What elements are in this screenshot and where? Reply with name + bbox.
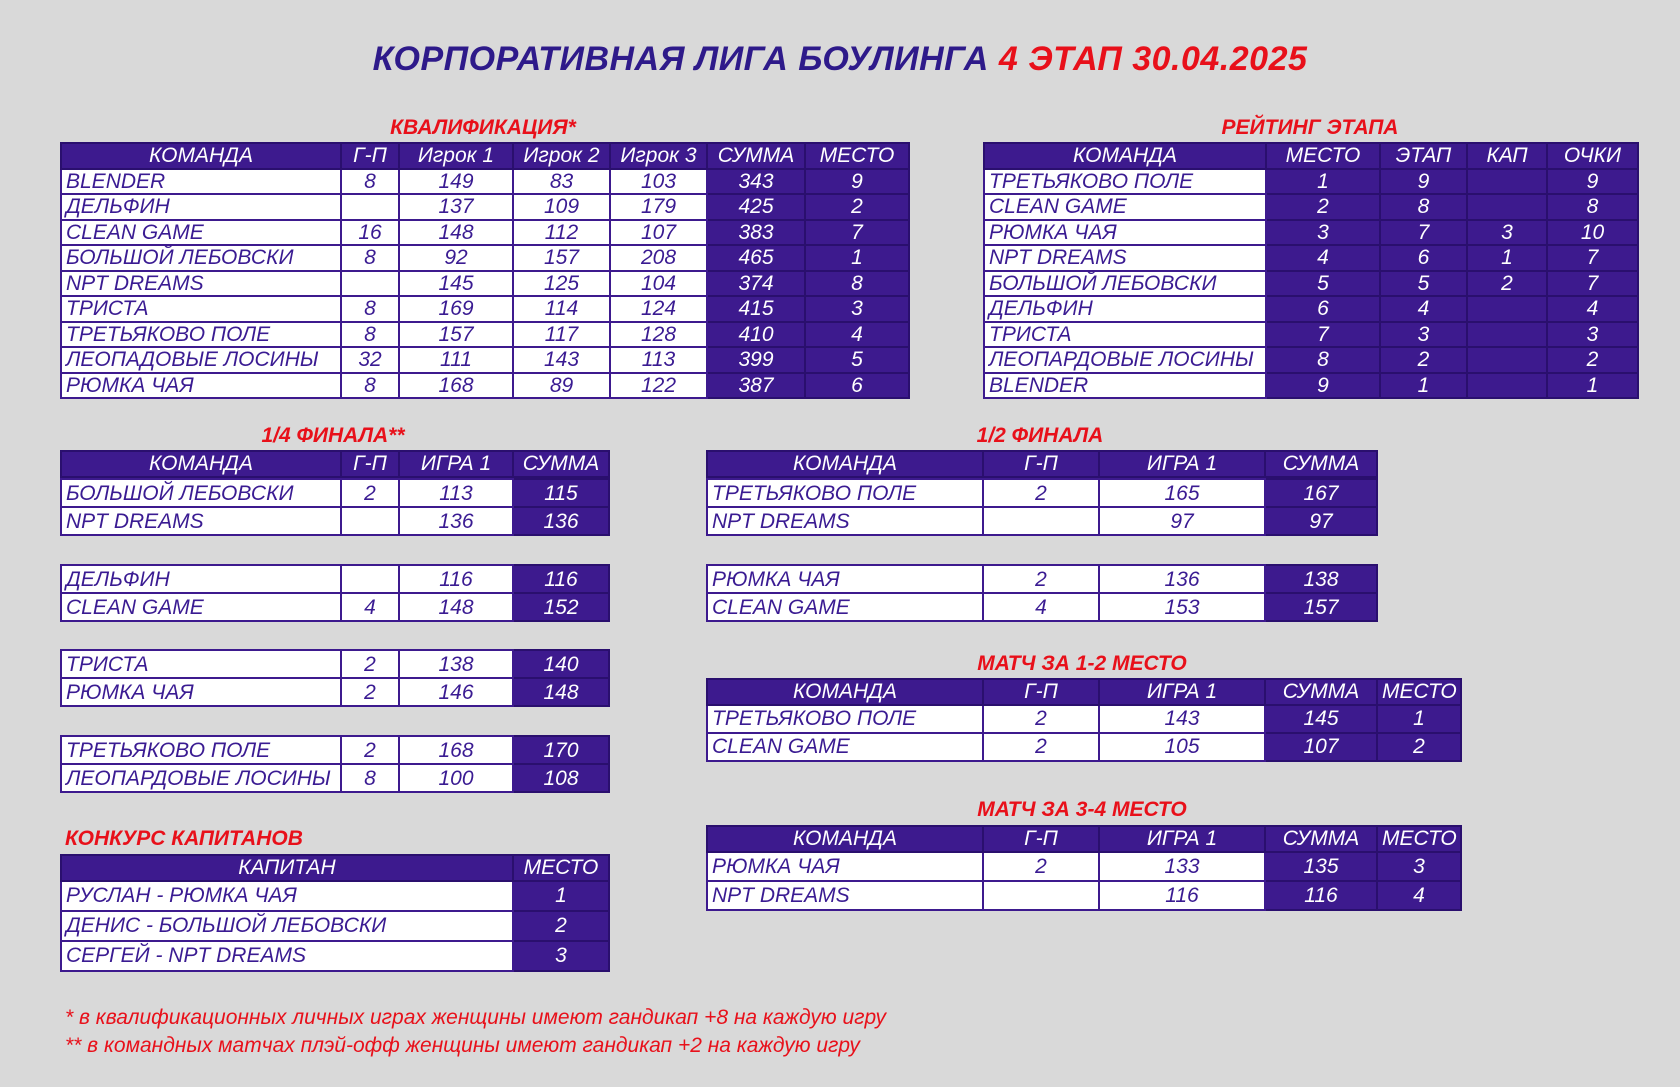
value-cell: 83 <box>513 169 610 195</box>
table-row <box>61 194 909 220</box>
value-cell: 108 <box>513 764 609 792</box>
table-row <box>61 593 609 621</box>
value-cell <box>1467 296 1547 322</box>
col-header: Игрок 3 <box>610 143 707 169</box>
table-row <box>707 881 1461 910</box>
value-cell: 136 <box>513 507 609 535</box>
value-cell: 7 <box>1266 322 1380 348</box>
col-header: СУММА <box>707 143 805 169</box>
table-row <box>984 169 1638 195</box>
value-cell: 9 <box>1266 373 1380 399</box>
value-cell: 1 <box>513 881 609 911</box>
col-header: ИГРА 1 <box>1099 451 1265 477</box>
value-cell: 2 <box>1377 733 1461 761</box>
value-cell: 2 <box>1266 194 1380 220</box>
value-cell: 4 <box>1266 245 1380 271</box>
table-row <box>707 733 1461 761</box>
value-cell: 7 <box>1547 271 1638 297</box>
value-cell: 5 <box>805 347 909 373</box>
col-header: СУММА <box>1265 679 1377 705</box>
table-row <box>984 296 1638 322</box>
value-cell <box>341 194 399 220</box>
value-cell: 9 <box>1380 169 1467 195</box>
value-cell <box>341 565 399 593</box>
value-cell: 92 <box>399 245 513 271</box>
team-name-cell: ТРИСТА <box>984 322 1266 348</box>
rating-title: РЕЙТИНГ ЭТАПА <box>1221 116 1399 139</box>
col-header: КОМАНДА <box>707 451 983 477</box>
value-cell: 3 <box>805 296 909 322</box>
value-cell: 2 <box>983 852 1099 881</box>
col-header: СУММА <box>513 451 609 477</box>
team-name-cell: СЕРГЕЙ - NPT DREAMS <box>61 941 513 971</box>
value-cell: 113 <box>399 479 513 507</box>
col-header: КОМАНДА <box>707 679 983 705</box>
value-cell: 2 <box>983 565 1099 593</box>
value-cell: 157 <box>513 245 610 271</box>
value-cell: 2 <box>1380 347 1467 373</box>
value-cell: 399 <box>707 347 805 373</box>
value-cell: 3 <box>1467 220 1547 246</box>
semifinal-match-2 <box>706 564 1378 622</box>
quarterfinal-match-1 <box>60 478 610 536</box>
value-cell: 374 <box>707 271 805 297</box>
table-row <box>984 271 1638 297</box>
value-cell: 137 <box>399 194 513 220</box>
value-cell: 170 <box>513 736 609 764</box>
team-name-cell: РЮМКА ЧАЯ <box>61 373 341 399</box>
value-cell: 8 <box>1547 194 1638 220</box>
value-cell: 97 <box>1265 507 1377 535</box>
value-cell: 97 <box>1099 507 1265 535</box>
value-cell: 117 <box>513 322 610 348</box>
value-cell: 383 <box>707 220 805 246</box>
col-header: СУММА <box>1265 826 1377 852</box>
captains-table <box>60 854 610 972</box>
final12-header-row <box>707 679 1461 705</box>
value-cell: 4 <box>1380 296 1467 322</box>
value-cell <box>1467 194 1547 220</box>
value-cell: 100 <box>399 764 513 792</box>
value-cell: 107 <box>1265 733 1377 761</box>
value-cell: 116 <box>513 565 609 593</box>
value-cell: 8 <box>1380 194 1467 220</box>
col-header: МЕСТО <box>805 143 909 169</box>
value-cell: 208 <box>610 245 707 271</box>
team-name-cell: CLEAN GAME <box>707 733 983 761</box>
value-cell: 115 <box>513 479 609 507</box>
value-cell: 8 <box>341 245 399 271</box>
rating-body <box>984 169 1638 399</box>
value-cell: 143 <box>1099 705 1265 733</box>
page-title: КОРПОРАТИВНАЯ ЛИГА БОУЛИНГА 4 ЭТАП 30.04.2025 <box>372 40 1308 78</box>
col-header: ОЧКИ <box>1547 143 1638 169</box>
col-header: ЭТАП <box>1380 143 1467 169</box>
qualification-body <box>61 169 909 399</box>
value-cell: 146 <box>399 678 513 706</box>
table-row <box>984 373 1638 399</box>
table-row <box>984 194 1638 220</box>
final12-body <box>707 705 1461 761</box>
col-header: МЕСТО <box>1377 679 1461 705</box>
team-name-cell: ТРИСТА <box>61 650 341 678</box>
value-cell: 2 <box>983 733 1099 761</box>
team-name-cell: NPT DREAMS <box>984 245 1266 271</box>
table-row <box>707 852 1461 881</box>
value-cell: 4 <box>341 593 399 621</box>
col-header: МЕСТО <box>1266 143 1380 169</box>
value-cell: 167 <box>1265 479 1377 507</box>
team-name-cell: ТРЕТЬЯКОВО ПОЛЕ <box>707 479 983 507</box>
col-header: ИГРА 1 <box>1099 679 1265 705</box>
value-cell: 1 <box>805 245 909 271</box>
team-name-cell: BLENDER <box>61 169 341 195</box>
value-cell: 9 <box>805 169 909 195</box>
value-cell: 5 <box>1266 271 1380 297</box>
table-row <box>61 764 609 792</box>
team-name-cell: NPT DREAMS <box>61 507 341 535</box>
table-row <box>707 479 1377 507</box>
table-row <box>61 565 609 593</box>
semifinal-title: 1/2 ФИНАЛА <box>976 424 1104 447</box>
qualification-title: КВАЛИФИКАЦИЯ* <box>390 116 576 139</box>
value-cell: 103 <box>610 169 707 195</box>
value-cell: 116 <box>1265 881 1377 910</box>
value-cell: 6 <box>1266 296 1380 322</box>
col-header: МЕСТО <box>1377 826 1461 852</box>
quarterfinal-title: 1/4 ФИНАЛА** <box>261 424 405 447</box>
value-cell: 89 <box>513 373 610 399</box>
team-name-cell: NPT DREAMS <box>61 271 341 297</box>
value-cell: 104 <box>610 271 707 297</box>
value-cell: 8 <box>341 296 399 322</box>
value-cell: 138 <box>1265 565 1377 593</box>
value-cell: 179 <box>610 194 707 220</box>
team-name-cell: ДЕЛЬФИН <box>984 296 1266 322</box>
value-cell: 136 <box>1099 565 1265 593</box>
team-name-cell: БОЛЬШОЙ ЛЕБОВСКИ <box>61 245 341 271</box>
col-header: МЕСТО <box>513 855 609 881</box>
value-cell: 2 <box>341 736 399 764</box>
table-row <box>61 650 609 678</box>
value-cell: 3 <box>1377 852 1461 881</box>
value-cell: 1 <box>1467 245 1547 271</box>
value-cell: 149 <box>399 169 513 195</box>
team-name-cell: ТРЕТЬЯКОВО ПОЛЕ <box>984 169 1266 195</box>
team-name-cell: ДЕЛЬФИН <box>61 565 341 593</box>
value-cell: 107 <box>610 220 707 246</box>
col-header: КАПИТАН <box>61 855 513 881</box>
value-cell: 2 <box>341 650 399 678</box>
team-name-cell: ЛЕОПАРДОВЫЕ ЛОСИНЫ <box>984 347 1266 373</box>
team-name-cell: ТРИСТА <box>61 296 341 322</box>
table-row <box>61 736 609 764</box>
col-header: Г-П <box>983 826 1099 852</box>
value-cell: 165 <box>1099 479 1265 507</box>
quarterfinal-match-4 <box>60 735 610 793</box>
table-row <box>707 507 1377 535</box>
value-cell: 4 <box>983 593 1099 621</box>
table-row <box>61 881 609 911</box>
captains-body <box>61 881 609 971</box>
table-row <box>61 507 609 535</box>
value-cell <box>983 881 1099 910</box>
value-cell: 8 <box>341 322 399 348</box>
value-cell: 2 <box>1467 271 1547 297</box>
team-name-cell: ДЕЛЬФИН <box>61 194 341 220</box>
final12-table <box>706 678 1462 762</box>
team-name-cell: BLENDER <box>984 373 1266 399</box>
value-cell: 3 <box>1380 322 1467 348</box>
rating-header-row <box>984 143 1638 169</box>
value-cell: 8 <box>341 764 399 792</box>
table-row <box>61 373 909 399</box>
value-cell: 153 <box>1099 593 1265 621</box>
team-name-cell: РУСЛАН - РЮМКА ЧАЯ <box>61 881 513 911</box>
value-cell <box>983 507 1099 535</box>
qualification-header-row <box>61 143 909 169</box>
final34-body <box>707 852 1461 910</box>
value-cell: 109 <box>513 194 610 220</box>
value-cell <box>341 271 399 297</box>
value-cell: 7 <box>1380 220 1467 246</box>
table-row <box>984 322 1638 348</box>
col-header: Игрок 1 <box>399 143 513 169</box>
value-cell: 16 <box>341 220 399 246</box>
team-name-cell: NPT DREAMS <box>707 507 983 535</box>
value-cell: 122 <box>610 373 707 399</box>
value-cell: 7 <box>805 220 909 246</box>
value-cell: 5 <box>1380 271 1467 297</box>
table-row <box>707 593 1377 621</box>
value-cell: 465 <box>707 245 805 271</box>
table-row <box>61 245 909 271</box>
value-cell: 133 <box>1099 852 1265 881</box>
value-cell: 2 <box>805 194 909 220</box>
col-header: КОМАНДА <box>984 143 1266 169</box>
value-cell: 113 <box>610 347 707 373</box>
value-cell: 114 <box>513 296 610 322</box>
value-cell: 157 <box>1265 593 1377 621</box>
value-cell <box>1467 322 1547 348</box>
value-cell: 148 <box>399 593 513 621</box>
value-cell: 343 <box>707 169 805 195</box>
value-cell: 148 <box>399 220 513 246</box>
table-row <box>707 565 1377 593</box>
value-cell: 8 <box>341 169 399 195</box>
final12-title: МАТЧ ЗА 1-2 МЕСТО <box>977 652 1187 675</box>
value-cell: 8 <box>805 271 909 297</box>
footnote-2: ** в командных матчах плэй-офф женщины имеют гандикап +2 на каждую игру <box>65 1034 860 1057</box>
team-name-cell: CLEAN GAME <box>61 593 341 621</box>
value-cell: 2 <box>513 911 609 941</box>
value-cell: 116 <box>1099 881 1265 910</box>
value-cell: 425 <box>707 194 805 220</box>
value-cell: 7 <box>1547 245 1638 271</box>
team-name-cell: РЮМКА ЧАЯ <box>984 220 1266 246</box>
value-cell: 105 <box>1099 733 1265 761</box>
team-name-cell: CLEAN GAME <box>707 593 983 621</box>
quarterfinal-match-3 <box>60 649 610 707</box>
table-row <box>984 347 1638 373</box>
footnote-1: * в квалификационных личных играх женщины имеют гандикап +8 на каждую игру <box>65 1006 886 1029</box>
team-name-cell: CLEAN GAME <box>61 220 341 246</box>
qualification-table <box>60 142 910 399</box>
value-cell: 6 <box>805 373 909 399</box>
value-cell: 3 <box>1547 322 1638 348</box>
captains-header-row <box>61 855 609 881</box>
col-header: ИГРА 1 <box>1099 826 1265 852</box>
table-row <box>984 220 1638 246</box>
quarterfinal-header-row <box>61 451 609 477</box>
value-cell: 1 <box>1266 169 1380 195</box>
team-name-cell: ТРЕТЬЯКОВО ПОЛЕ <box>61 322 341 348</box>
value-cell <box>341 507 399 535</box>
table-row <box>61 322 909 348</box>
team-name-cell: ЛЕОПАДОВЫЕ ЛОСИНЫ <box>61 347 341 373</box>
team-name-cell: РЮМКА ЧАЯ <box>707 565 983 593</box>
table-row <box>707 705 1461 733</box>
col-header: Игрок 2 <box>513 143 610 169</box>
value-cell: 145 <box>399 271 513 297</box>
value-cell: 116 <box>399 565 513 593</box>
team-name-cell: CLEAN GAME <box>984 194 1266 220</box>
col-header: КОМАНДА <box>707 826 983 852</box>
value-cell: 112 <box>513 220 610 246</box>
quarterfinal-match-2 <box>60 564 610 622</box>
table-row <box>61 678 609 706</box>
col-header: СУММА <box>1265 451 1377 477</box>
col-header: КОМАНДА <box>61 451 341 477</box>
value-cell: 168 <box>399 736 513 764</box>
table-row <box>61 347 909 373</box>
value-cell: 168 <box>399 373 513 399</box>
value-cell: 1 <box>1380 373 1467 399</box>
team-name-cell: ДЕНИС - БОЛЬШОЙ ЛЕБОВСКИ <box>61 911 513 941</box>
value-cell: 148 <box>513 678 609 706</box>
value-cell: 169 <box>399 296 513 322</box>
value-cell: 128 <box>610 322 707 348</box>
col-header: Г-П <box>983 451 1099 477</box>
col-header: КАП <box>1467 143 1547 169</box>
value-cell: 157 <box>399 322 513 348</box>
captains-title: КОНКУРС КАПИТАНОВ <box>65 827 303 850</box>
table-row <box>61 479 609 507</box>
value-cell: 1 <box>1377 705 1461 733</box>
value-cell: 143 <box>513 347 610 373</box>
semifinal-header-row <box>707 451 1377 477</box>
table-row <box>61 296 909 322</box>
final34-title: МАТЧ ЗА 3-4 МЕСТО <box>977 798 1187 821</box>
value-cell <box>1467 347 1547 373</box>
value-cell: 10 <box>1547 220 1638 246</box>
table-row <box>61 911 609 941</box>
value-cell: 8 <box>341 373 399 399</box>
value-cell: 3 <box>1266 220 1380 246</box>
table-row <box>984 245 1638 271</box>
team-name-cell: БОЛЬШОЙ ЛЕБОВСКИ <box>984 271 1266 297</box>
col-header: Г-П <box>341 451 399 477</box>
value-cell: 111 <box>399 347 513 373</box>
rating-table <box>983 142 1639 399</box>
value-cell <box>1467 169 1547 195</box>
value-cell: 145 <box>1265 705 1377 733</box>
value-cell: 125 <box>513 271 610 297</box>
value-cell: 138 <box>399 650 513 678</box>
semifinal-match-1 <box>706 478 1378 536</box>
value-cell: 6 <box>1380 245 1467 271</box>
value-cell: 136 <box>399 507 513 535</box>
value-cell: 415 <box>707 296 805 322</box>
table-row <box>61 941 609 971</box>
value-cell: 2 <box>341 678 399 706</box>
value-cell: 152 <box>513 593 609 621</box>
table-row <box>61 271 909 297</box>
quarterfinal-header-table <box>60 450 610 478</box>
value-cell: 4 <box>805 322 909 348</box>
semifinal-header-table <box>706 450 1378 478</box>
value-cell: 124 <box>610 296 707 322</box>
table-row <box>61 169 909 195</box>
col-header: ИГРА 1 <box>399 451 513 477</box>
value-cell: 2 <box>983 479 1099 507</box>
team-name-cell: ТРЕТЬЯКОВО ПОЛЕ <box>707 705 983 733</box>
col-header: Г-П <box>341 143 399 169</box>
final34-header-row <box>707 826 1461 852</box>
team-name-cell: РЮМКА ЧАЯ <box>707 852 983 881</box>
col-header: КОМАНДА <box>61 143 341 169</box>
team-name-cell: ТРЕТЬЯКОВО ПОЛЕ <box>61 736 341 764</box>
value-cell: 4 <box>1377 881 1461 910</box>
value-cell: 8 <box>1266 347 1380 373</box>
team-name-cell: БОЛЬШОЙ ЛЕБОВСКИ <box>61 479 341 507</box>
value-cell: 410 <box>707 322 805 348</box>
team-name-cell: ЛЕОПАРДОВЫЕ ЛОСИНЫ <box>61 764 341 792</box>
value-cell: 2 <box>1547 347 1638 373</box>
final34-table <box>706 825 1462 911</box>
value-cell: 2 <box>983 705 1099 733</box>
value-cell: 3 <box>513 941 609 971</box>
col-header: Г-П <box>983 679 1099 705</box>
team-name-cell: NPT DREAMS <box>707 881 983 910</box>
team-name-cell: РЮМКА ЧАЯ <box>61 678 341 706</box>
table-row <box>61 220 909 246</box>
value-cell: 140 <box>513 650 609 678</box>
value-cell: 1 <box>1547 373 1638 399</box>
value-cell <box>1467 373 1547 399</box>
value-cell: 2 <box>341 479 399 507</box>
value-cell: 387 <box>707 373 805 399</box>
value-cell: 9 <box>1547 169 1638 195</box>
value-cell: 4 <box>1547 296 1638 322</box>
value-cell: 32 <box>341 347 399 373</box>
value-cell: 135 <box>1265 852 1377 881</box>
